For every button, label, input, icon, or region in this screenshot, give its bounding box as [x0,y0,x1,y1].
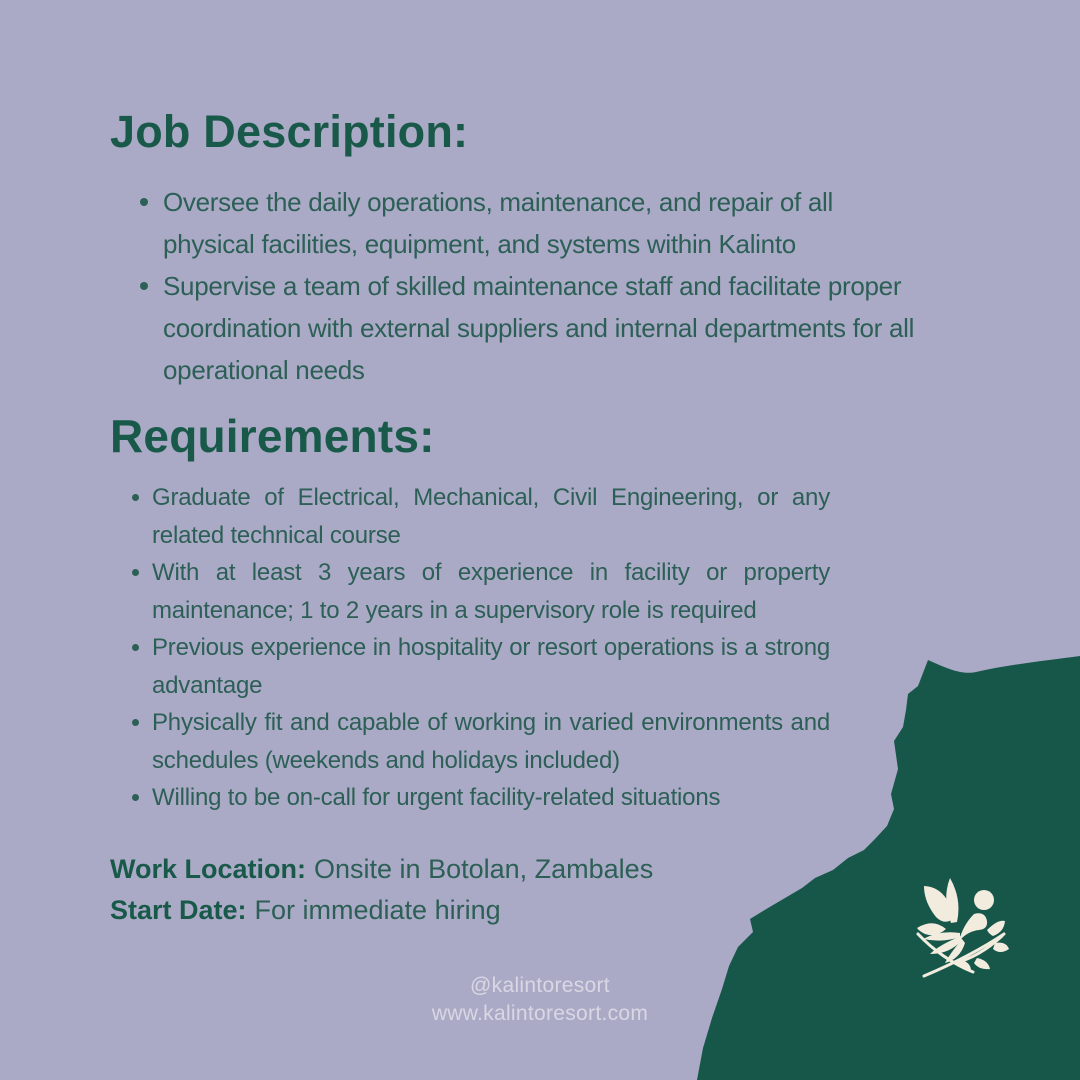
social-handle: @kalintoresort [470,974,610,997]
requirement-item-text: Graduate of Electrical, Mechanical, Civil Engineering, or any related technical course [152,484,830,549]
bullet-icon [140,282,148,290]
job-description-item-text: Oversee the daily operations, maintenance, and repair of all physical facilities, equipment, and systems within Kalinto [163,187,833,259]
work-location-label: Work Location: [110,854,307,884]
requirement-item-text: Previous experience in hospitality or resort operations is a strong advantage [152,634,830,699]
job-details [110,849,653,931]
job-description-title: Job Description: [110,106,469,157]
requirement-item [130,554,830,629]
job-description-item [138,181,922,265]
requirement-item [130,479,830,554]
bullet-icon [132,494,139,501]
requirement-item-text: With at least 3 years of experience in facility or property maintenance; 1 to 2 years in a supervisory role is required [152,559,830,624]
requirement-item [130,629,830,704]
requirement-item [130,779,830,817]
bullet-icon [132,569,139,576]
start-date-line [110,890,653,931]
requirements-list [130,479,830,817]
job-description-item [138,265,922,391]
bullet-icon [132,794,139,801]
job-description-list [138,181,922,391]
requirement-item-text: Willing to be on-call for urgent facility-related situations [152,784,721,811]
start-date-value: For immediate hiring [254,895,501,925]
start-date-label: Start Date: [110,895,247,925]
bullet-icon [132,719,139,726]
bullet-icon [140,198,148,206]
kalinto-fairy-logo-icon [905,873,1010,978]
website-url: www.kalintoresort.com [431,1002,649,1025]
requirement-item-text: Physically fit and capable of working in varied environments and schedules (weekends and holidays included) [152,709,830,774]
work-location-value: Onsite in Botolan, Zambales [314,854,654,884]
bullet-icon [132,644,139,651]
job-description-item-text: Supervise a team of skilled maintenance staff and facilitate proper coordination with external suppliers and internal departments for all operational needs [163,271,915,385]
requirement-item [130,704,830,779]
footer [0,972,1080,1028]
requirements-title: Requirements: [110,410,435,462]
work-location-line [110,849,653,890]
